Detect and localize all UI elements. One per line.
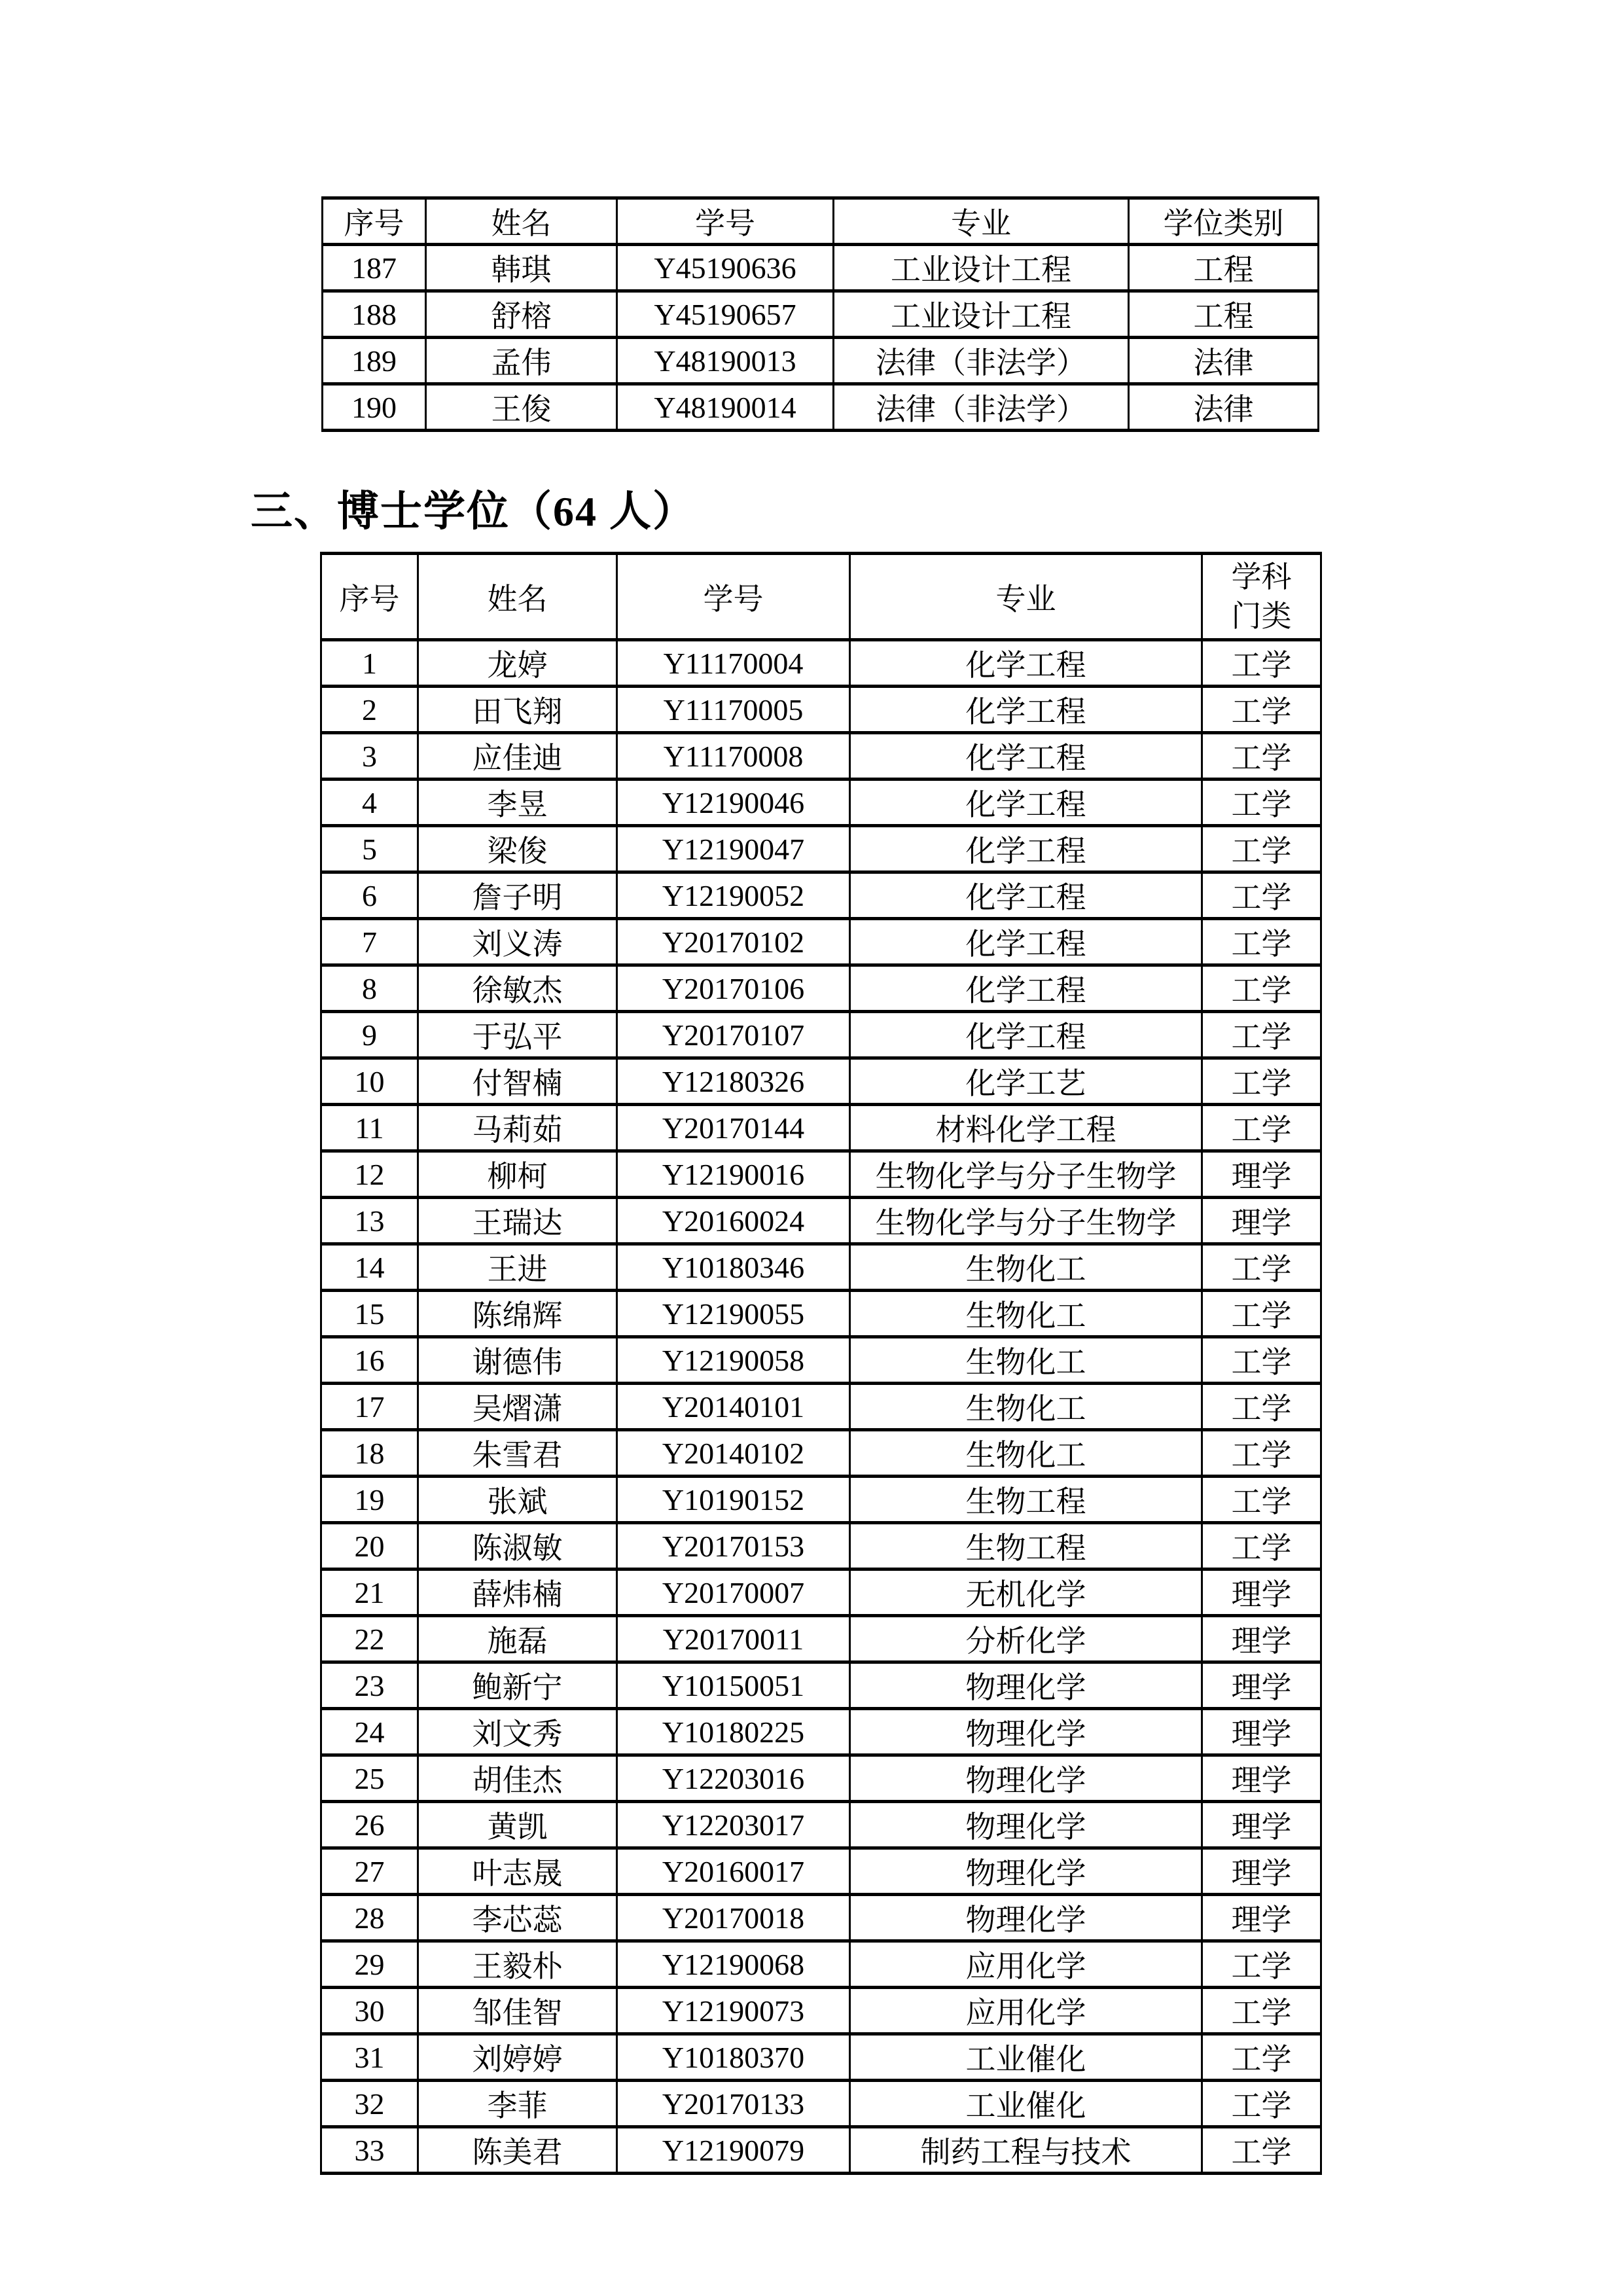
table-row [321,965,1321,1012]
table-row [321,1941,1321,1988]
table-cell: Y12190046 [617,780,850,826]
table-cell: 工业设计工程 [834,245,1129,291]
table-cell: Y20170144 [617,1105,850,1151]
table-cell: 法律（非法学） [834,384,1129,431]
table-cell: Y12203017 [617,1802,850,1848]
table-cell: 材料化学工程 [850,1105,1202,1151]
table-cell: 188 [323,291,426,338]
table-cell: 工学 [1202,1384,1321,1430]
doctoral-degree-table [320,552,1322,2175]
table-cell: Y20170133 [617,2081,850,2127]
table-cell: Y10180346 [617,1244,850,1291]
table-cell: 10 [321,1058,418,1105]
masters-degree-table [321,196,1319,432]
table-header-row [321,554,1321,640]
table-cell: 邹佳智 [418,1988,617,2034]
table-cell: 理学 [1202,1616,1321,1662]
table-cell: 20 [321,1523,418,1570]
table-cell: 王毅朴 [418,1941,617,1988]
table-cell: 化学工艺 [850,1058,1202,1105]
table-cell: 8 [321,965,418,1012]
table-cell: 陈淑敏 [418,1523,617,1570]
table-cell: 工学 [1202,733,1321,780]
table-cell: 刘婷婷 [418,2034,617,2081]
table-cell: Y20140102 [617,1430,850,1477]
table-cell: 9 [321,1012,418,1058]
table-body [321,640,1321,2174]
table-cell: 理学 [1202,1151,1321,1198]
table-row [321,1384,1321,1430]
table-header-row [323,198,1319,245]
table-cell: 应用化学 [850,1941,1202,1988]
table-cell: Y20170153 [617,1523,850,1570]
table-cell: 制药工程与技术 [850,2127,1202,2174]
table-cell: 刘义涛 [418,919,617,965]
table-cell: 生物化工 [850,1244,1202,1291]
table-cell: 工学 [1202,2081,1321,2127]
table-cell: 黄凯 [418,1802,617,1848]
table-cell: 田飞翔 [418,687,617,733]
table-cell: 189 [323,338,426,384]
table-cell: 化学工程 [850,780,1202,826]
table-cell: Y20170102 [617,919,850,965]
table-cell: 于弘平 [418,1012,617,1058]
table-cell: Y20170011 [617,1616,850,1662]
table-cell: 187 [323,245,426,291]
table-cell: 29 [321,1941,418,1988]
table-row [321,1523,1321,1570]
table-cell: 化学工程 [850,733,1202,780]
table-cell: 工学 [1202,1337,1321,1384]
table-cell: Y12190073 [617,1988,850,2034]
table-cell: Y12190052 [617,872,850,919]
table-cell: 法律 [1129,338,1319,384]
table-cell: 6 [321,872,418,919]
table-row [321,1616,1321,1662]
table-cell: 梁俊 [418,826,617,872]
table-row [321,1012,1321,1058]
table-cell: 工学 [1202,965,1321,1012]
table-cell: 李菲 [418,2081,617,2127]
table-cell: 付智楠 [418,1058,617,1105]
table-cell: 工学 [1202,2034,1321,2081]
table-cell: 马莉茹 [418,1105,617,1151]
table-cell: Y10180370 [617,2034,850,2081]
table-cell: 理学 [1202,1198,1321,1244]
table-cell: 28 [321,1895,418,1941]
table-cell: 化学工程 [850,687,1202,733]
table-cell: 法律 [1129,384,1319,431]
table-cell: 生物工程 [850,1523,1202,1570]
table-cell: Y20170007 [617,1570,850,1616]
table-cell: 柳柯 [418,1151,617,1198]
table-cell: 工学 [1202,2127,1321,2174]
table-cell: Y11170008 [617,733,850,780]
column-header-index: 序号 [323,198,426,245]
table-cell: Y45190636 [617,245,834,291]
table-cell: 李芯蕊 [418,1895,617,1941]
table-cell: 21 [321,1570,418,1616]
table-cell: Y11170005 [617,687,850,733]
table-cell: 化学工程 [850,872,1202,919]
column-header-name: 姓名 [418,554,617,640]
table-cell: 物理化学 [850,1709,1202,1755]
table-cell: 张斌 [418,1477,617,1523]
table-row [321,1151,1321,1198]
column-header-index: 序号 [321,554,418,640]
table-cell: 詹子明 [418,872,617,919]
table-cell: 生物化工 [850,1291,1202,1337]
table-cell: Y12203016 [617,1755,850,1802]
table-cell: 15 [321,1291,418,1337]
table-cell: 工学 [1202,1988,1321,2034]
table-cell: 化学工程 [850,965,1202,1012]
table-cell: 韩琪 [426,245,617,291]
table-cell: 30 [321,1988,418,2034]
table-cell: Y12190068 [617,1941,850,1988]
table-row [323,245,1319,291]
table-cell: 龙婷 [418,640,617,687]
table-cell: 工学 [1202,919,1321,965]
table-cell: 物理化学 [850,1802,1202,1848]
table-cell: Y12190079 [617,2127,850,2174]
table-cell: Y20170107 [617,1012,850,1058]
table-cell: 王瑞达 [418,1198,617,1244]
table-cell: 理学 [1202,1895,1321,1941]
table-cell: Y10190152 [617,1477,850,1523]
table-row [321,2034,1321,2081]
table-cell: 23 [321,1662,418,1709]
table-cell: 鲍新宁 [418,1662,617,1709]
table-cell: Y45190657 [617,291,834,338]
table-cell: 工学 [1202,826,1321,872]
table-cell: 工学 [1202,1430,1321,1477]
table-cell: 陈美君 [418,2127,617,2174]
table-cell: 190 [323,384,426,431]
table-cell: 工学 [1202,1941,1321,1988]
table-cell: 2 [321,687,418,733]
table-cell: 33 [321,2127,418,2174]
table-cell: Y48190014 [617,384,834,431]
table-cell: 物理化学 [850,1662,1202,1709]
table-cell: 应用化学 [850,1988,1202,2034]
table-cell: Y12180326 [617,1058,850,1105]
table-cell: 工学 [1202,1012,1321,1058]
section-heading: 三、博士学位（64 人） [251,488,696,535]
discipline-header-line1: 学科 [1231,560,1292,594]
column-header-discipline-category [1202,554,1321,640]
table-cell: 化学工程 [850,640,1202,687]
table-cell: 生物化工 [850,1430,1202,1477]
table-row [321,2081,1321,2127]
table-cell: 舒榕 [426,291,617,338]
table-row [321,1430,1321,1477]
table-cell: 工程 [1129,291,1319,338]
table-cell: 胡佳杰 [418,1755,617,1802]
column-header-major: 专业 [850,554,1202,640]
table-cell: 工学 [1202,780,1321,826]
column-header-student-id: 学号 [617,554,850,640]
table-cell: 物理化学 [850,1848,1202,1895]
table-cell: 13 [321,1198,418,1244]
table-cell: 法律（非法学） [834,338,1129,384]
table-row [323,384,1319,431]
table-cell: 32 [321,2081,418,2127]
table-cell: 物理化学 [850,1755,1202,1802]
table-cell: 理学 [1202,1570,1321,1616]
table-cell: 工业催化 [850,2034,1202,2081]
table-cell: 应佳迪 [418,733,617,780]
table-row [321,1058,1321,1105]
table-row [321,1477,1321,1523]
table-row [321,1244,1321,1291]
table-row [321,1755,1321,1802]
table-cell: 施磊 [418,1616,617,1662]
table-cell: 27 [321,1848,418,1895]
table-cell: 1 [321,640,418,687]
table-cell: 工学 [1202,640,1321,687]
table-cell: 理学 [1202,1755,1321,1802]
table-cell: Y20160024 [617,1198,850,1244]
table-row [321,1709,1321,1755]
table-row [321,1291,1321,1337]
table-cell: 17 [321,1384,418,1430]
table-cell: 工学 [1202,1244,1321,1291]
table-body [323,245,1319,431]
table-row [321,1198,1321,1244]
table-cell: 化学工程 [850,919,1202,965]
table-row [321,1570,1321,1616]
table-row [321,1848,1321,1895]
table-cell: 26 [321,1802,418,1848]
table-cell: 12 [321,1151,418,1198]
discipline-header-line2: 门类 [1231,599,1292,633]
table-cell: Y12190058 [617,1337,850,1384]
table-cell: 朱雪君 [418,1430,617,1477]
table-cell: 分析化学 [850,1616,1202,1662]
table-cell: 工学 [1202,1477,1321,1523]
table-row [321,1988,1321,2034]
table-cell: 叶志晟 [418,1848,617,1895]
table-cell: 薛炜楠 [418,1570,617,1616]
table-cell: 22 [321,1616,418,1662]
table-row [323,338,1319,384]
table-cell: 生物化学与分子生物学 [850,1198,1202,1244]
table-row [321,640,1321,687]
table-cell: 王俊 [426,384,617,431]
table-cell: Y10180225 [617,1709,850,1755]
table-row [321,733,1321,780]
column-header-degree-type: 学位类别 [1129,198,1319,245]
table-cell: 工学 [1202,872,1321,919]
table-cell: Y20170106 [617,965,850,1012]
table-cell: 理学 [1202,1802,1321,1848]
table-cell: Y11170004 [617,640,850,687]
table-row [321,919,1321,965]
column-header-name: 姓名 [426,198,617,245]
table-cell: 31 [321,2034,418,2081]
table-cell: 吴熠潇 [418,1384,617,1430]
table-cell: 16 [321,1337,418,1384]
table-cell: 王进 [418,1244,617,1291]
table-cell: Y12190016 [617,1151,850,1198]
table-cell: 3 [321,733,418,780]
table-cell: 无机化学 [850,1570,1202,1616]
table-cell: 5 [321,826,418,872]
table-cell: 物理化学 [850,1895,1202,1941]
table-cell: 理学 [1202,1662,1321,1709]
table-cell: 14 [321,1244,418,1291]
table-cell: 25 [321,1755,418,1802]
table-cell: 工学 [1202,1058,1321,1105]
table-cell: 工学 [1202,1523,1321,1570]
table-cell: 生物化工 [850,1337,1202,1384]
table-cell: 徐敏杰 [418,965,617,1012]
table-row [321,780,1321,826]
table-cell: 理学 [1202,1709,1321,1755]
table-cell: 化学工程 [850,826,1202,872]
table-cell: 生物化工 [850,1384,1202,1430]
table-cell: 11 [321,1105,418,1151]
table-cell: 4 [321,780,418,826]
table-cell: 工学 [1202,1105,1321,1151]
table-row [321,1662,1321,1709]
table-cell: 工程 [1129,245,1319,291]
table-cell: 生物工程 [850,1477,1202,1523]
table-cell: 生物化学与分子生物学 [850,1151,1202,1198]
table-cell: Y48190013 [617,338,834,384]
table-cell: 化学工程 [850,1012,1202,1058]
table-cell: 陈绵辉 [418,1291,617,1337]
table-row [321,2127,1321,2174]
table-cell: 李昱 [418,780,617,826]
table-row [321,687,1321,733]
table-cell: Y12190055 [617,1291,850,1337]
table-cell: 理学 [1202,1848,1321,1895]
table-cell: 工业设计工程 [834,291,1129,338]
table-row [323,291,1319,338]
table-cell: Y20170018 [617,1895,850,1941]
table-cell: 18 [321,1430,418,1477]
table-cell: Y10150051 [617,1662,850,1709]
table-cell: 24 [321,1709,418,1755]
table-cell: 7 [321,919,418,965]
table-row [321,1802,1321,1848]
column-header-major: 专业 [834,198,1129,245]
table-row [321,1337,1321,1384]
table-cell: 工学 [1202,687,1321,733]
table-cell: Y20160017 [617,1848,850,1895]
table-cell: 工业催化 [850,2081,1202,2127]
table-cell: 刘文秀 [418,1709,617,1755]
table-cell: 19 [321,1477,418,1523]
table-row [321,1895,1321,1941]
table-row [321,872,1321,919]
table-cell: 谢德伟 [418,1337,617,1384]
table-cell: 孟伟 [426,338,617,384]
table-cell: Y20140101 [617,1384,850,1430]
table-cell: 工学 [1202,1291,1321,1337]
table-row [321,826,1321,872]
column-header-student-id: 学号 [617,198,834,245]
table-row [321,1105,1321,1151]
table-cell: Y12190047 [617,826,850,872]
